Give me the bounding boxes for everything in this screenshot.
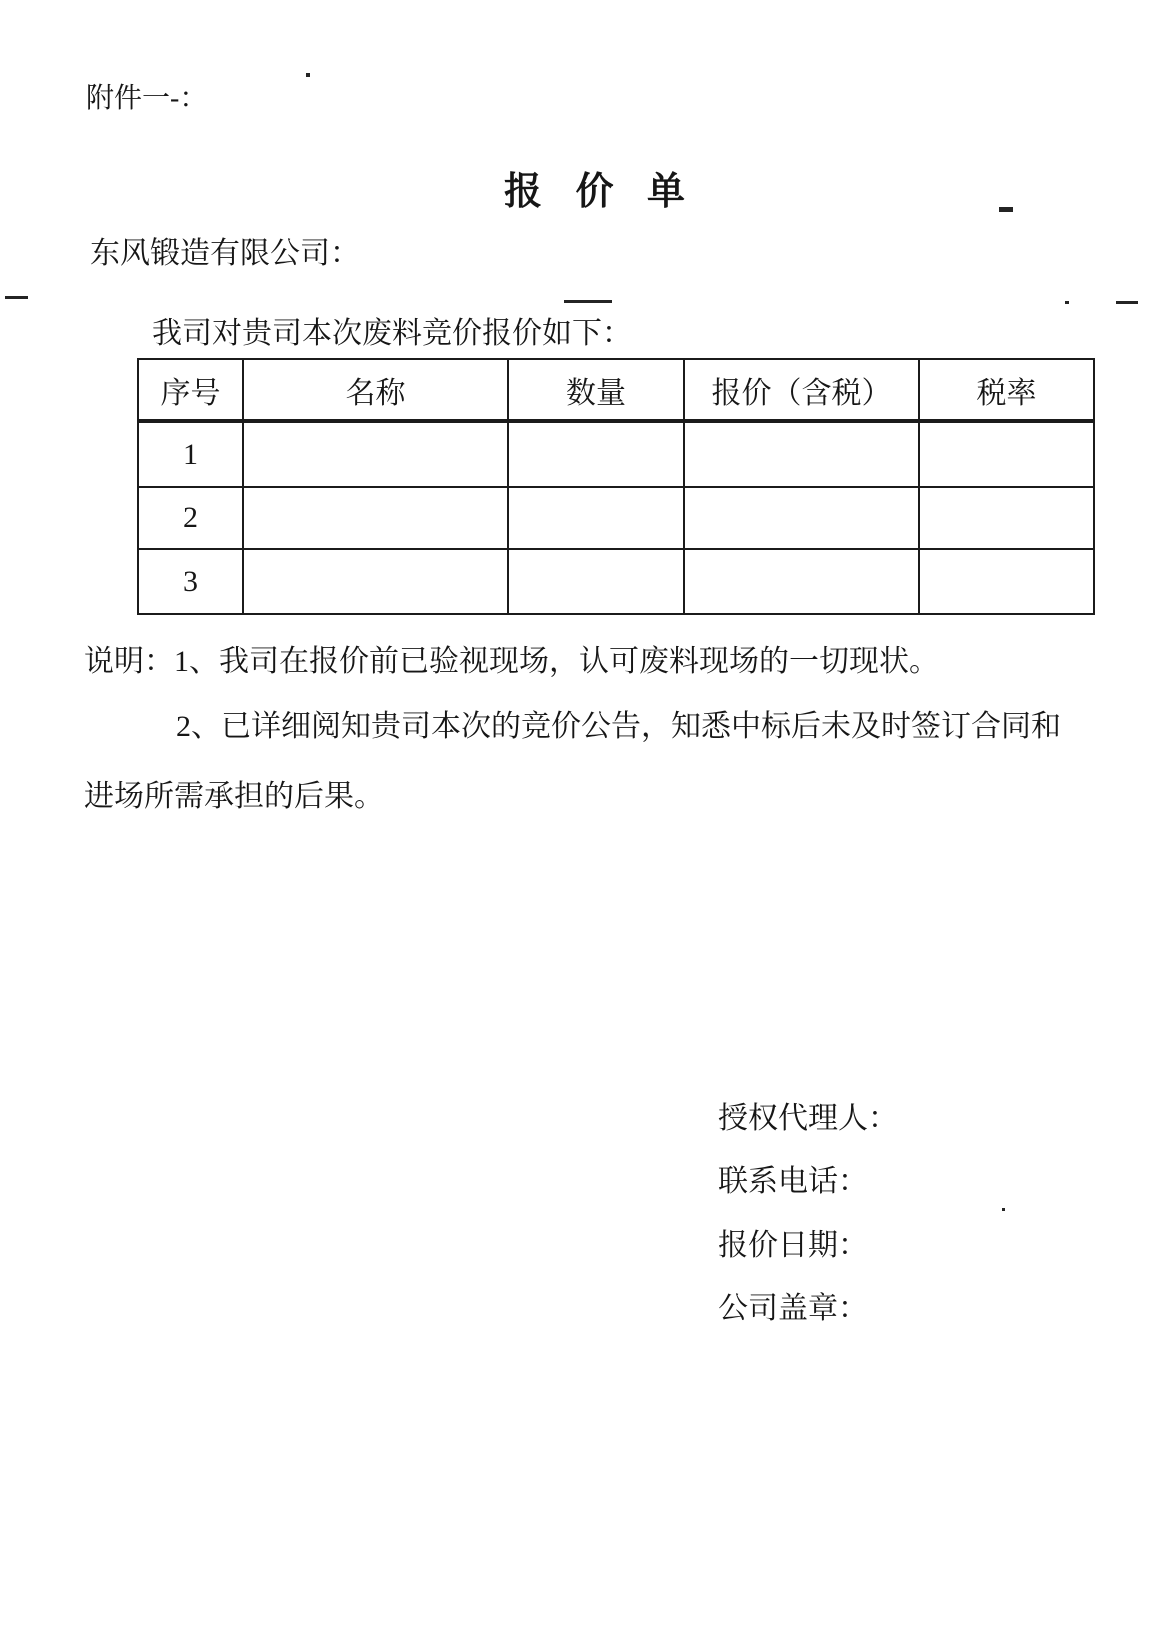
header-cell-price-incl-tax: 报价（含税） — [684, 359, 919, 421]
cell-serial-no: 3 — [138, 549, 243, 614]
notes-line-1: 说明：1、我司在报价前已验视现场，认可废料现场的一切现状。 — [84, 645, 939, 678]
cell-serial-no: 2 — [138, 487, 243, 549]
document-title: 报 价 单 — [503, 171, 697, 213]
recipient-line: 东风锻造有限公司： — [90, 237, 360, 270]
scan-artifact-dash — [1116, 301, 1138, 304]
cell-tax-rate — [919, 487, 1094, 549]
table-header-row — [138, 359, 1094, 421]
header-cell-quantity: 数量 — [508, 359, 684, 421]
cell-name — [243, 549, 508, 614]
cell-price-incl-tax — [684, 487, 919, 549]
scan-artifact-dash — [999, 207, 1013, 212]
quotation-table — [137, 358, 1095, 615]
scan-artifact-dot — [306, 73, 310, 77]
table-row — [138, 421, 1094, 487]
authorized-agent-label: 授权代理人： — [718, 1102, 898, 1135]
header-cell-name: 名称 — [243, 359, 508, 421]
attachment-label: 附件一-： — [86, 83, 208, 114]
cell-serial-no: 1 — [138, 421, 243, 487]
scan-artifact-dot — [1002, 1208, 1005, 1211]
scan-artifact-dot — [1065, 301, 1069, 304]
header-cell-tax-rate: 税率 — [919, 359, 1094, 421]
notes-line-2: 2、已详细阅知贵司本次的竞价公告，知悉中标后未及时签订合同和 — [176, 710, 1061, 743]
cell-quantity — [508, 487, 684, 549]
cell-name — [243, 487, 508, 549]
scan-artifact-overline — [564, 300, 612, 303]
cell-name — [243, 421, 508, 487]
contact-phone-label: 联系电话： — [718, 1165, 868, 1198]
quote-date-label: 报价日期： — [718, 1229, 868, 1262]
notes-line-3: 进场所需承担的后果。 — [84, 780, 384, 813]
cell-price-incl-tax — [684, 421, 919, 487]
cell-tax-rate — [919, 549, 1094, 614]
table-row — [138, 549, 1094, 614]
cell-quantity — [508, 549, 684, 614]
intro-line: 我司对贵司本次废料竞价报价如下： — [152, 317, 632, 350]
cell-tax-rate — [919, 421, 1094, 487]
cell-quantity — [508, 421, 684, 487]
header-cell-serial-no: 序号 — [138, 359, 243, 421]
cell-price-incl-tax — [684, 549, 919, 614]
company-seal-label: 公司盖章： — [718, 1292, 868, 1325]
scan-artifact-dash — [5, 296, 28, 299]
table-row — [138, 487, 1094, 549]
